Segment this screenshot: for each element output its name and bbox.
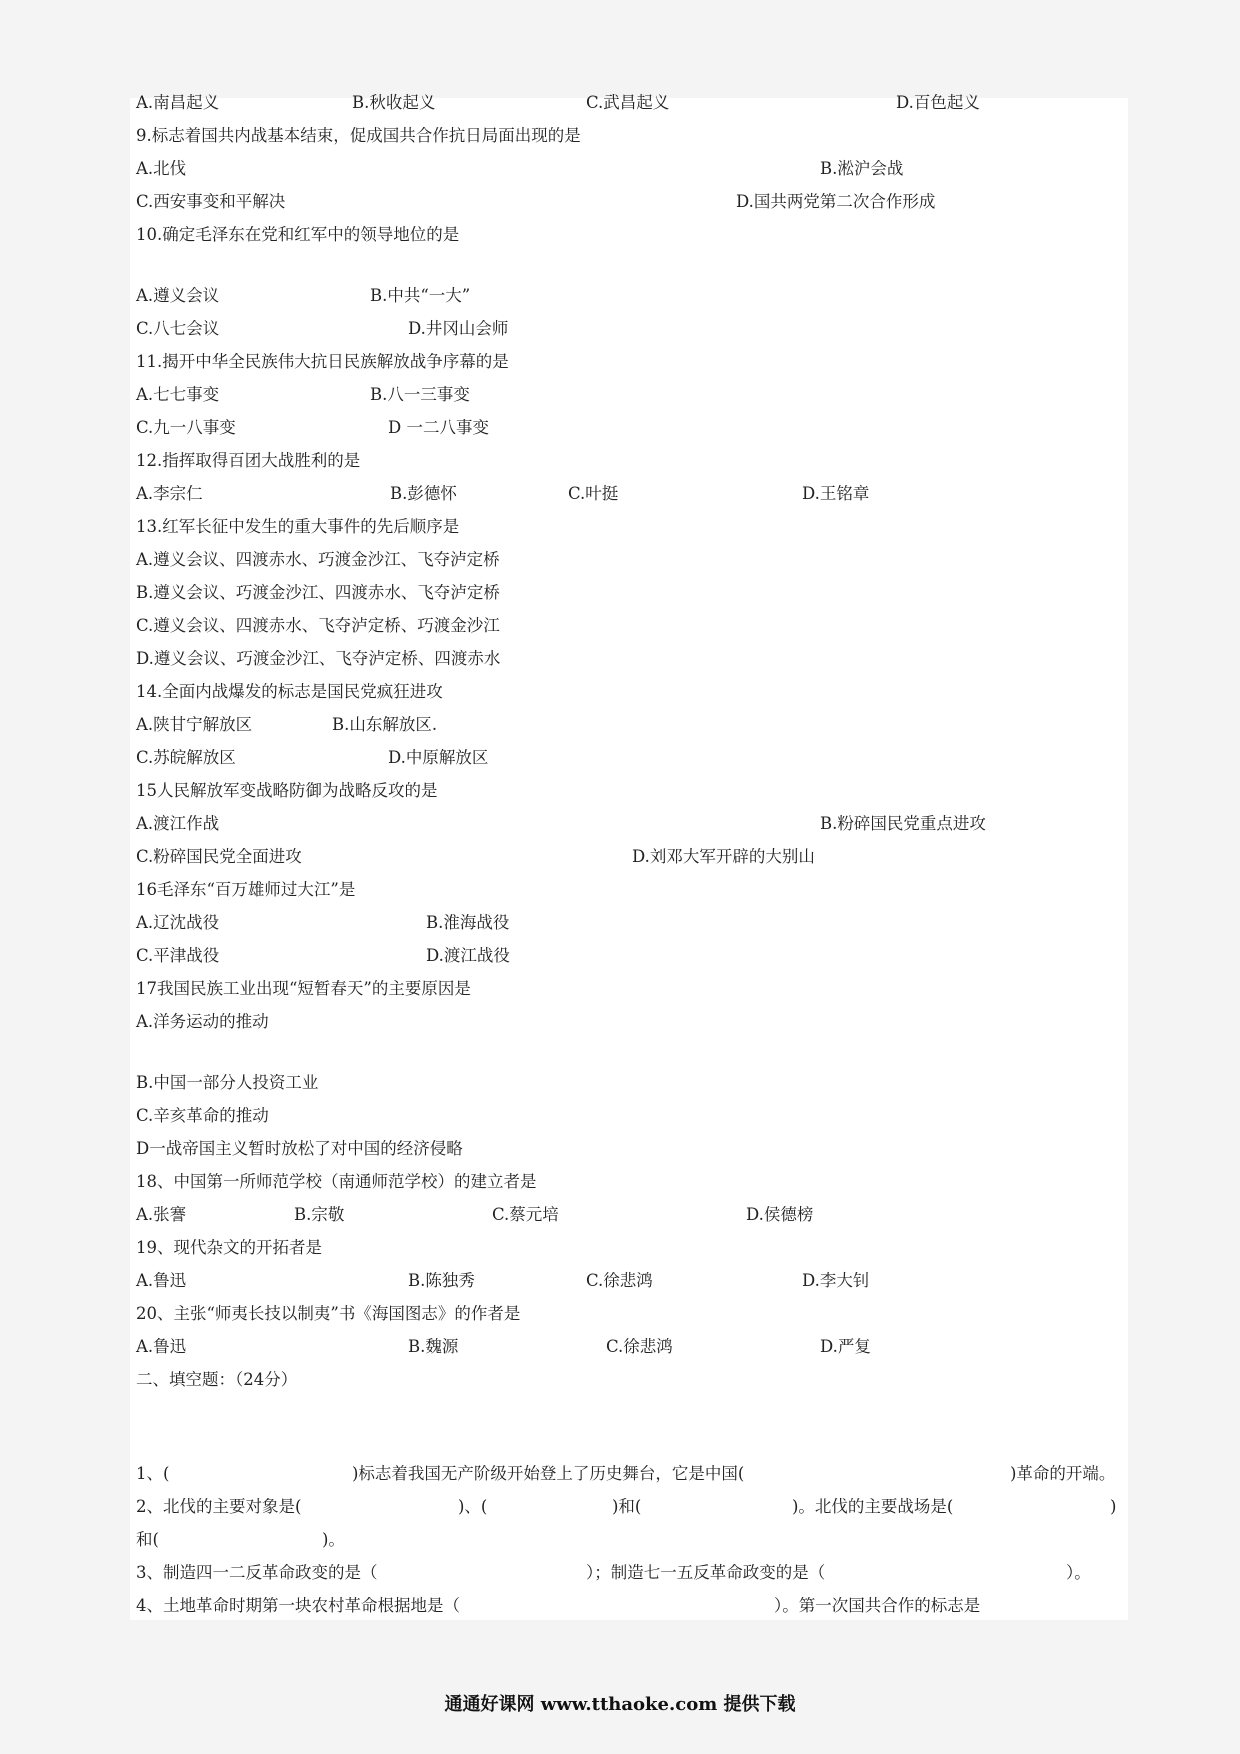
option-q16-opts2-1: D.渡江战役 [426,946,510,965]
option-q8-opts-2: C.武昌起义 [586,93,670,112]
line-q10: 10.确定毛泽东在党和红军中的领导地位的是 [136,225,460,244]
option-f3-1: ）；制造七一五反革命政变的是（ [586,1563,826,1582]
option-q12-opts-0: A.李宗仁 [136,484,203,503]
option-q11-opts2-1: D 一二八事变 [388,418,489,437]
line-q11: 11.揭开中华全民族伟大抗日民族解放战争序幕的是 [136,352,509,371]
line-q17-a: A.洋务运动的推动 [136,1012,269,1031]
line-q13-a: A.遵义会议、四渡赤水、巧渡金沙江、飞夺泸定桥 [136,550,500,569]
option-q19-opts-1: B.陈独秀 [408,1271,475,1290]
option-q20-opts-1: B.魏源 [408,1337,459,1356]
line-q13-d: D.遵义会议、巧渡金沙江、飞夺泸定桥、四渡赤水 [136,649,501,668]
line-q20: 20、主张“师夷长技以制夷”书《海国图志》的作者是 [136,1304,521,1323]
option-q10-opts2-1: D.井冈山会师 [408,319,509,338]
option-q19-opts-2: C.徐悲鸿 [586,1271,653,1290]
option-f3-0: 3、制造四一二反革命政变的是（ [136,1563,378,1582]
option-f1-0: 1、( [136,1464,170,1483]
option-q20-opts-0: A.鲁迅 [136,1337,187,1356]
option-q12-opts-1: B.彭德怀 [390,484,457,503]
option-q15-opts2-1: D.刘邓大军开辟的大别山 [632,847,815,866]
option-q16-opts2-0: C.平津战役 [136,946,220,965]
option-q15-opts2-0: C.粉碎国民党全面进攻 [136,847,302,866]
option-q20-opts-3: D.严复 [820,1337,871,1356]
option-q10-opts1-1: B.中共“一大” [370,286,471,305]
footer-credit: 通通好课网 www.tthaoke.com 提供下载 [444,1694,796,1715]
option-q8-opts-3: D.百色起义 [896,93,980,112]
option-q18-opts-1: B.宗敬 [294,1205,345,1224]
option-q9-opts1-0: A.北伐 [136,159,187,178]
line-q14: 14.全面内战爆发的标志是国民党疯狂进攻 [136,682,443,701]
option-q9-opts2-1: D.国共两党第二次合作形成 [736,192,936,211]
line-q17-d: D一战帝国主义暂时放松了对中国的经济侵略 [136,1139,463,1158]
option-f2-1: )、( [458,1497,488,1516]
line-q17-b: B.中国一部分人投资工业 [136,1073,319,1092]
line-q12: 12.指挥取得百团大战胜利的是 [136,451,361,470]
option-q19-opts-3: D.李大钊 [802,1271,870,1290]
option-q16-opts1-1: B.淮海战役 [426,913,510,932]
option-f2-0: 2、北伐的主要对象是( [136,1497,302,1516]
option-f2-4: ) [1110,1497,1117,1516]
option-f4-1: ）。第一次国共合作的标志是 [774,1596,981,1615]
option-q19-opts-0: A.鲁迅 [136,1271,187,1290]
option-q15-opts1-0: A.渡江作战 [136,814,220,833]
option-q14-opts2-1: D.中原解放区 [388,748,489,767]
option-q12-opts-3: D.王铭章 [802,484,870,503]
option-q10-opts1-0: A.遵义会议 [136,286,220,305]
option-q14-opts1-0: A.陕甘宁解放区 [136,715,253,734]
line-q13: 13.红军长征中发生的重大事件的先后顺序是 [136,517,460,536]
option-f1-1: )标志着我国无产阶级开始登上了历史舞台，它是中国( [352,1464,745,1483]
option-q8-opts-0: A.南昌起义 [136,93,220,112]
option-q11-opts2-0: C.九一八事变 [136,418,236,437]
option-f2b-1: )。 [322,1530,345,1549]
line-sec2: 二、填空题：（24分） [136,1370,298,1389]
line-q13-b: B.遵义会议、巧渡金沙江、四渡赤水、飞夺泸定桥 [136,583,500,602]
option-q16-opts1-0: A.辽沈战役 [136,913,220,932]
option-f2-2: )和( [612,1497,642,1516]
option-q14-opts1-1: B.山东解放区. [332,715,438,734]
line-q19: 19、现代杂文的开拓者是 [136,1238,322,1257]
line-q17-c: C.辛亥革命的推动 [136,1106,269,1125]
line-q17: 17我国民族工业出现“短暂春天”的主要原因是 [136,979,471,998]
option-f2-3: )。北伐的主要战场是( [792,1497,954,1516]
option-f1-2: )革命的开端。 [1010,1464,1116,1483]
option-f2b-0: 和( [136,1530,159,1549]
line-q15: 15人民解放军变战略防御为战略反攻的是 [136,781,438,800]
line-q13-c: C.遵义会议、四渡赤水、飞夺泸定桥、巧渡金沙江 [136,616,500,635]
option-q18-opts-3: D.侯德榜 [746,1205,814,1224]
option-q18-opts-0: A.张謇 [136,1205,187,1224]
option-q9-opts2-0: C.西安事变和平解决 [136,192,286,211]
option-q10-opts2-0: C.八七会议 [136,319,220,338]
option-q20-opts-2: C.徐悲鸿 [606,1337,673,1356]
option-q9-opts1-1: B.淞沪会战 [820,159,904,178]
line-q9: 9.标志着国共内战基本结束，促成国共合作抗日局面出现的是 [136,126,581,145]
option-q11-opts1-0: A.七七事变 [136,385,220,404]
option-q15-opts1-1: B.粉碎国民党重点进攻 [820,814,986,833]
option-q11-opts1-1: B.八一三事变 [370,385,470,404]
line-q16: 16毛泽东“百万雄师过大江”是 [136,880,356,899]
option-f3-2: ）。 [1066,1563,1091,1582]
option-f4-0: 4、土地革命时期第一块农村革命根据地是（ [136,1596,460,1615]
option-q14-opts2-0: C.苏皖解放区 [136,748,236,767]
option-q18-opts-2: C.蔡元培 [492,1205,559,1224]
line-q18: 18、中国第一所师范学校（南通师范学校）的建立者是 [136,1172,537,1191]
option-q12-opts-2: C.叶挺 [568,484,619,503]
option-q8-opts-1: B.秋收起义 [352,93,436,112]
